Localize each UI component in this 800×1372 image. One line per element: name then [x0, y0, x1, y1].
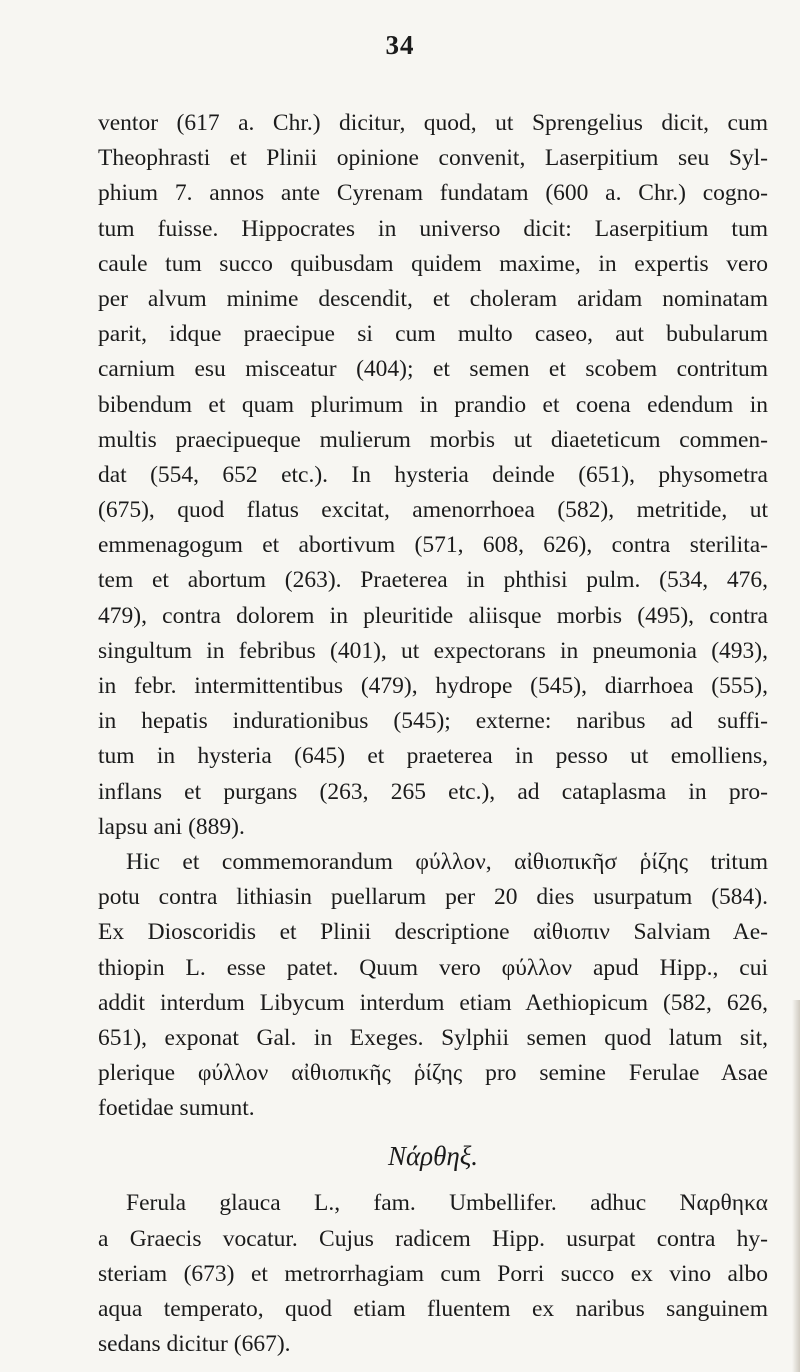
- paragraph-3: [98, 1186, 768, 1362]
- text-line: steriam (673) et metrorrhagiam cum Porri succo ex vino albo: [98, 1260, 768, 1287]
- text-line: bibendum et quam plurimum in prandio et coena edendum in: [98, 391, 768, 418]
- text-line: Hic et commemorandum φύλλον, αἰθιοπικῆσ ῥίζης tritum: [126, 848, 768, 875]
- section-heading: Νάρθηξ.: [387, 1141, 479, 1172]
- text-line: addit interdum Libycum interdum etiam Aethiopicum (582, 626,: [98, 989, 768, 1016]
- text-line: ventor (617 a. Chr.) dicitur, quod, ut Sprengelius dicit, cum: [98, 110, 768, 136]
- page-edge-shadow: [792, 1000, 800, 1372]
- text-line: (675), quod flatus excitat, amenorrhoea (582), metritide, ut: [98, 497, 768, 524]
- text-line: 651), exponat Gal. in Exeges. Sylphii semen quod latum sit,: [98, 1024, 768, 1051]
- text-line: aqua temperato, quod etiam fluentem ex naribus sanguinem: [98, 1296, 768, 1322]
- page-number: 34: [385, 30, 415, 60]
- text-line: sedans dicitur (667).: [98, 1331, 291, 1358]
- text-line: tem et abortum (263). Praeterea in phthisi pulm. (534, 476,: [98, 567, 768, 594]
- text-line: inflans et purgans (263, 265 etc.), ad cataplasma in pro-: [98, 778, 768, 805]
- text-line: a Graecis vocatur. Cujus radicem Hipp. usurpat contra hy-: [98, 1225, 768, 1252]
- text-line: phium 7. annos ante Cyrenam fundatam (600 a. Chr.) cogno-: [98, 180, 768, 207]
- text-line: carnium esu misceatur (404); et semen et scobem contritum: [98, 356, 768, 383]
- text-line: potu contra lithiasin puellarum per 20 dies usurpatum (584).: [98, 884, 768, 911]
- text-line: Theophrasti et Plinii opinione convenit, Laserpitium seu Syl-: [98, 145, 768, 172]
- body-text: [98, 106, 768, 1362]
- text-line: Ex Dioscoridis et Plinii descriptione αἰθιοπιν Salviam Ae-: [98, 919, 768, 946]
- paragraph-1: [98, 106, 768, 845]
- text-line: singultum in febribus (401), ut expectorans in pneumonia (493),: [98, 637, 768, 664]
- text-line: 479), contra dolorem in pleuritide aliisque morbis (495), contra: [98, 602, 768, 629]
- text-line: thiopin L. esse patet. Quum vero φύλλον apud Hipp., cui: [98, 954, 768, 981]
- text-line: lapsu ani (889).: [98, 813, 245, 840]
- text-line: tum in hysteria (645) et praeterea in pesso ut emolliens,: [98, 743, 768, 770]
- text-line: in hepatis indurationibus (545); externe: naribus ad suffi-: [98, 708, 768, 735]
- text-line: in febr. intermittentibus (479), hydrope (545), diarrhoea (555),: [98, 673, 768, 699]
- text-line: parit, idque praecipue si cum multo caseo, aut bubularum: [98, 321, 768, 348]
- text-line: Ferula glauca L., fam. Umbellifer. adhuc Ναρθηκα: [126, 1190, 768, 1217]
- text-line: per alvum minime descendit, et choleram aridam nominatam: [98, 285, 768, 312]
- text-line: dat (554, 652 etc.). In hysteria deinde (651), physometra: [98, 461, 768, 488]
- text-line: tum fuisse. Hippocrates in universo dicit: Laserpitium tum: [98, 215, 768, 242]
- text-line: caule tum succo quibusdam quidem maxime, in expertis vero: [98, 250, 768, 277]
- paragraph-2: [98, 845, 768, 1127]
- text-line: multis praecipueque mulierum morbis ut diaeteticum commen-: [98, 426, 768, 453]
- text-line: foetidae sumunt.: [98, 1095, 255, 1122]
- text-line: emmenagogum et abortivum (571, 608, 626), contra sterilita-: [98, 532, 768, 559]
- text-line: plerique φύλλον αἰθιοπικῆς ῥίζης pro semine Ferulae Asae: [98, 1060, 768, 1087]
